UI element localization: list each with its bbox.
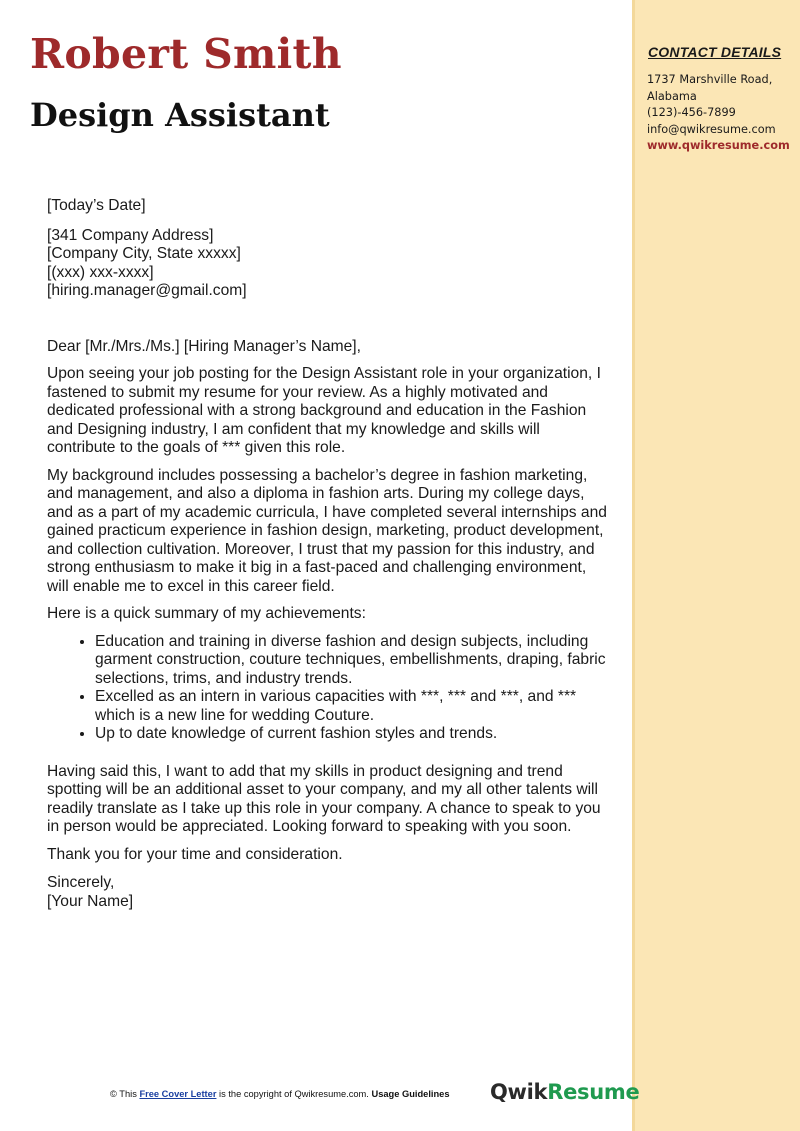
- brand-part-qwik: Qwik: [490, 1080, 548, 1104]
- summary-intro: Here is a quick summary of my achievements:: [47, 605, 366, 622]
- letter-body: [47, 197, 607, 911]
- list-item: • Up to date knowledge of current fashion styles and trends.: [95, 725, 607, 744]
- contact-address-line1: 1737 Marshville Road,: [647, 73, 773, 86]
- list-item: • Education and training in diverse fashion and design subjects, including garment construction, couture techniques, embellishments, draping, fabric selections, trims, and industry trends.: [95, 633, 607, 689]
- contact-sidebar: [632, 0, 800, 1131]
- brand-part-resume: Resume: [547, 1080, 640, 1104]
- recipient-phone: [(xxx) xxx-xxxx]: [47, 263, 154, 281]
- letter-date: [Today’s Date]: [47, 197, 146, 214]
- salutation: Dear [Mr./Mrs./Ms.] [Hiring Manager’s Name],: [47, 337, 361, 355]
- job-title: Design Assistant: [30, 96, 330, 134]
- paragraph-closing: Having said this, I want to add that my skills in product designing and trend spotting will be an additional asset to your company, and my all other talents will readily translate as I take up this role in your company. A chance to speak to you in person would be appreciated. Looking forward to speaking with you soon.: [47, 762, 601, 835]
- contact-website-link[interactable]: www.qwikresume.com: [647, 139, 790, 152]
- contact-email[interactable]: info@qwikresume.com: [647, 122, 776, 136]
- contact-address-line2: Alabama: [647, 89, 697, 103]
- recipient-address: [341 Company Address]: [47, 226, 214, 244]
- sidebar-edge: [632, 0, 635, 1131]
- copyright-icon: ©: [110, 1089, 117, 1099]
- recipient-email: [hiring.manager@gmail.com]: [47, 282, 247, 299]
- paragraph-background: My background includes possessing a bachelor’s degree in fashion marketing, and management, and also a diploma in fashion arts. During my college days, and as a part of my academic curricula, I have completed several internships and gained practicum experience in fashion design, marketing, product development, and collection cultivation. Moreover, I trust that my passion for this industry, and strong enthusiasm to make it big in a fast-paced and challenging environment, will enable me to excel in this career field.: [47, 466, 607, 595]
- contact-heading: CONTACT DETAILS: [648, 44, 782, 60]
- footer-text-before: This: [119, 1089, 137, 1099]
- thanks-line: Thank you for your time and consideration.: [47, 845, 343, 863]
- paragraph-intro: Upon seeing your job posting for the Design Assistant role in your organization, I fastened to submit my resume for your review. As a highly motivated and dedicated professional with a strong background and education in the Fashion and Designing industry, I am confident that my knowledge and skills will contribute to the goals of *** given this role.: [47, 365, 601, 456]
- contact-phone: (123)-456-7899: [647, 106, 736, 119]
- free-cover-letter-link[interactable]: Free Cover Letter: [139, 1089, 217, 1099]
- usage-guidelines-link[interactable]: Usage Guidelines: [371, 1089, 450, 1099]
- signature: [Your Name]: [47, 892, 134, 910]
- closing: Sincerely,: [47, 874, 115, 891]
- applicant-name: Robert Smith: [30, 30, 342, 78]
- footer-text-middle: is the copyright of Qwikresume.com.: [219, 1089, 369, 1099]
- recipient-city: [Company City, State xxxxx]: [47, 245, 241, 262]
- qwikresume-logo[interactable]: [490, 1080, 639, 1104]
- list-item: • Excelled as an intern in various capacities with ***, *** and ***, and *** which is a new line for wedding Couture.: [95, 688, 607, 725]
- footer-copyright: [110, 1089, 450, 1099]
- achievements-list: [47, 633, 607, 744]
- contact-details: [647, 72, 790, 155]
